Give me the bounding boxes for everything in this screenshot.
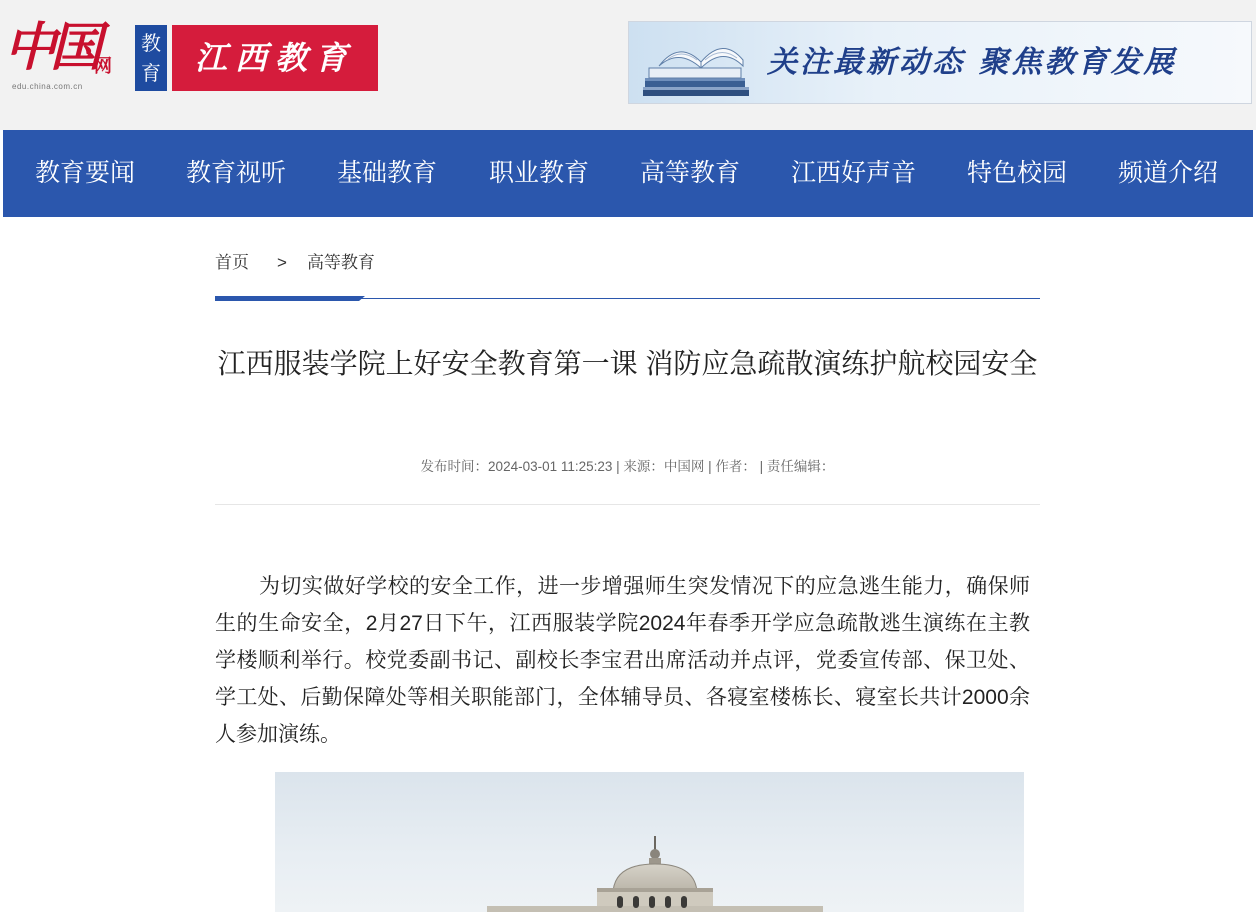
site-header [0,0,1256,130]
rule-accent [215,296,365,301]
section-rule [215,296,1040,302]
edu-badge-char-2: 育 [141,61,161,85]
meta-divider [215,504,1040,505]
nav-item-channel-intro[interactable]: 频道介绍 [1118,159,1219,187]
edu-badge-char-1: 教 [141,31,161,55]
logo-glyph: 中国 [4,17,97,78]
article-meta: 发布时间：2024-03-01 11:25:23 | 来源：中国网 | 作者： | 责任编辑： [420,459,835,474]
china-net-logo[interactable] [4,18,122,98]
edu-badge[interactable] [135,25,167,91]
nav-item-edu-video[interactable]: 教育视听 [186,159,287,187]
banner-slogan: 关注最新动态 聚焦教育发展 [767,45,1177,80]
slogan-banner [628,21,1252,104]
main-nav [3,130,1253,217]
article-title: 江西服装学院上好安全教育第一课 消防应急疏散演练护航校园安全 [217,348,1038,379]
logo-net-text: 网 [94,56,112,77]
nav-item-basic-edu[interactable]: 基础教育 [337,159,438,187]
breadcrumb-home[interactable]: 首页 [215,253,249,272]
logo-url-text: edu.china.com.cn [12,82,83,91]
nav-item-higher-edu[interactable]: 高等教育 [640,159,741,187]
nav-item-jiangxi-voice[interactable]: 江西好声音 [791,159,917,187]
breadcrumb-separator: > [277,253,287,272]
article-photo [275,772,1024,912]
breadcrumb-current[interactable]: 高等教育 [306,253,375,272]
building-dome-photo [275,772,1024,912]
breadcrumb [215,248,375,273]
books-icon [639,26,759,100]
article-paragraph: 为切实做好学校的安全工作，进一步增强师生突发情况下的应急逃生能力，确保师生的生命安全，2月27日下午，江西服装学院2024年春季开学应急疏散逃生演练在主教学楼顺利举行。校党委副书记、副校长李宝君出席活动并点评，党委宣传部、保卫处、学工处、后勤保障处等相关职能部门，全体辅导员、各寝室楼栋长、寝室长共计2000余人参加演练。 [215,575,1030,746]
nav-item-edu-news[interactable]: 教育要闻 [35,159,136,187]
nav-item-featured-campus[interactable]: 特色校园 [967,159,1068,187]
jiangxi-edu-logo[interactable]: 江西教育 [172,25,378,91]
nav-item-vocational-edu[interactable]: 职业教育 [489,159,590,187]
